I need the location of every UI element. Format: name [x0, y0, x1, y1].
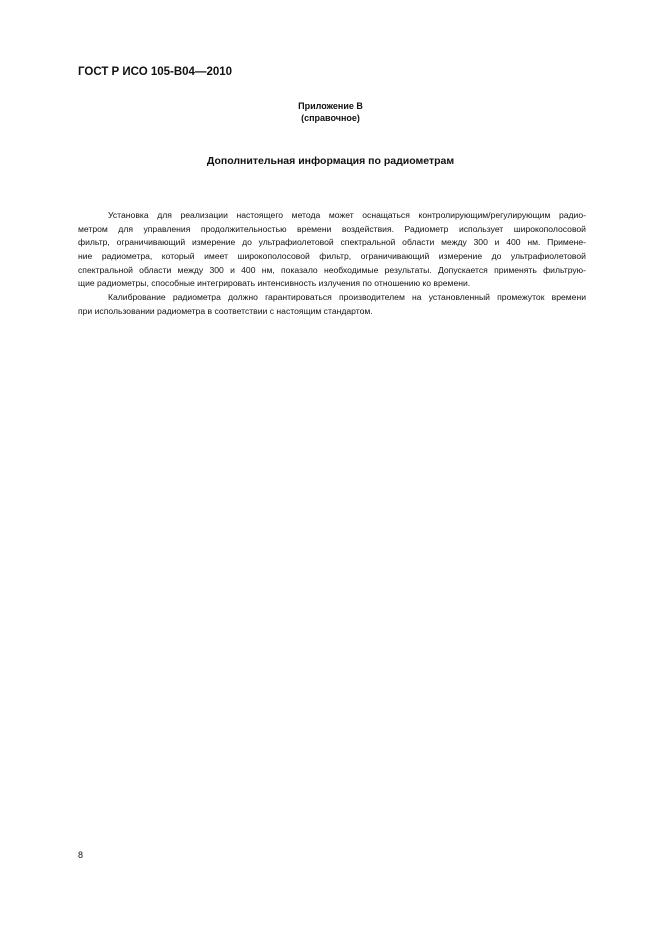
document-header: ГОСТ Р ИСО 105-B04—2010: [78, 66, 233, 78]
paragraph: [78, 291, 586, 318]
text-line: Установка для реализации настоящего метода может оснащаться контролирующим/регулирующим радио-: [108, 210, 586, 220]
text-line: метром для управления продолжительностью времени воздействия. Радиометр использует широкополосовой: [78, 223, 586, 234]
paragraph: [78, 209, 586, 291]
text-line: ние радиометра, который имеет широкополосовой фильтр, ограничивающий измерение до ультрафиолетовой: [78, 251, 586, 262]
annex-title: Приложение В: [298, 101, 363, 111]
annex-heading: [0, 100, 661, 124]
text-line: Калибрование радиометра должно гарантироваться производителем на установленный промежуток времени: [108, 292, 586, 303]
text-line: щие радиометры, способные интегрировать интенсивность излучения по отношению ко времени.: [78, 278, 471, 289]
page-number: 8: [78, 850, 84, 860]
body-text: [78, 209, 586, 319]
text-line: фильтр, ограничивающий измерение до ультрафиолетовой спектральной области между 300 и 400 нм. Примене-: [78, 237, 586, 248]
text-line: спектральной области между 300 и 400 нм, показало необходимые результаты. Допускается применять фильтрую-: [78, 264, 586, 275]
annex-type: (справочное): [301, 113, 360, 123]
section-title: Дополнительная информация по радиометрам: [206, 155, 455, 167]
text-line: при использовании радиометра в соответствии с настоящим стандартом.: [78, 305, 373, 316]
